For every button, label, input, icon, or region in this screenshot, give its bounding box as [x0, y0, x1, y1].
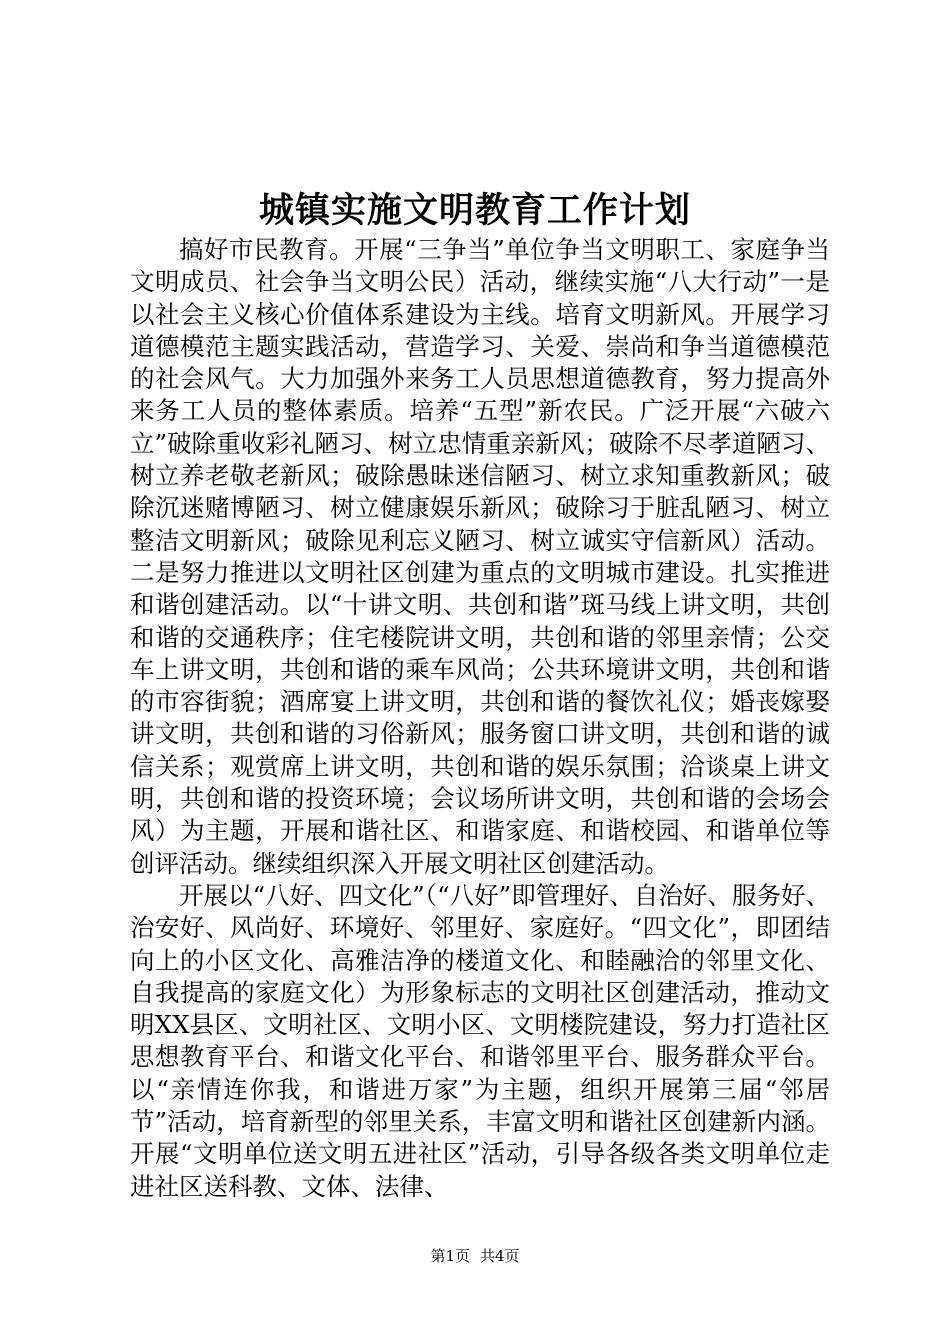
document-title: 城镇实施文明教育工作计划 — [258, 190, 691, 231]
page-total: 共4页 — [480, 1247, 520, 1265]
page-footer — [0, 1246, 950, 1266]
paragraph: 搞好市民教育。开展“三争当”单位争当文明职工、家庭争当文明成员、社会争当文明公民）活动，继续实施“八大行动”一是以社会主义核心价值体系建设为主线。培育文明新风。开展学习道德模范主题实践活动，营造学习、关爱、崇尚和争当道德模范的社会风气。大力加强外来务工人员思想道德教育，努力提高外来务工人员的整体素质。培养“五型”新农民。广泛开展“六破六立”破除重收彩礼陋习、树立忠情重亲新风；破除不尽孝道陋习、树立养老敬老新风；破除愚昧迷信陋习、树立求知重教新风；破除沉迷赌博陋习、树立健康娱乐新风；破除习于脏乱陋习、树立整洁文明新风；破除见利忘义陋习、树立诚实守信新风）活动。二是努力推进以文明社区创建为重点的文明城市建设。扎实推进和谐创建活动。以“十讲文明、共创和谐”斑马线上讲文明，共创和谐的交通秩序；住宅楼院讲文明，共创和谐的邻里亲情；公交车上讲文明，共创和谐的乘车风尚；公共环境讲文明，共创和谐的市容街貌；酒席宴上讲文明，共创和谐的餐饮礼仪；婚丧嫁娶讲文明，共创和谐的习俗新风；服务窗口讲文明，共创和谐的诚信关系；观赏席上讲文明，共创和谐的娱乐氛围；洽谈桌上讲文明，共创和谐的投资环境；会议场所讲文明，共创和谐的会场会风）为主题，开展和谐社区、和谐家庭、和谐校园、和谐单位等创评活动。继续组织深入开展文明社区创建活动。 — [130, 235, 830, 878]
paragraph: 开展以“八好、四文化”（“八好”即管理好、自治好、服务好、治安好、风尚好、环境好、邻里好、家庭好。“四文化”，即团结向上的小区文化、高雅洁净的楼道文化、和睦融洽的邻里文化、自我提高的家庭文化）为形象标志的文明社区创建活动，推动文明XX县区、文明社区、文明小区、文明楼院建设，努力打造社区思想教育平台、和谐文化平台、和谐邻里平台、服务群众平台。以“亲情连你我，和谐进万家”为主题，组织开展第三届“邻居节”活动，培育新型的邻里关系，丰富文明和谐社区创建新内涵。开展“文明单位送文明五进社区”活动，引导各级各类文明单位走进社区送科教、文体、法律、 — [130, 880, 830, 1201]
document-body — [130, 234, 830, 1203]
page-number: 第1页 — [430, 1247, 470, 1265]
